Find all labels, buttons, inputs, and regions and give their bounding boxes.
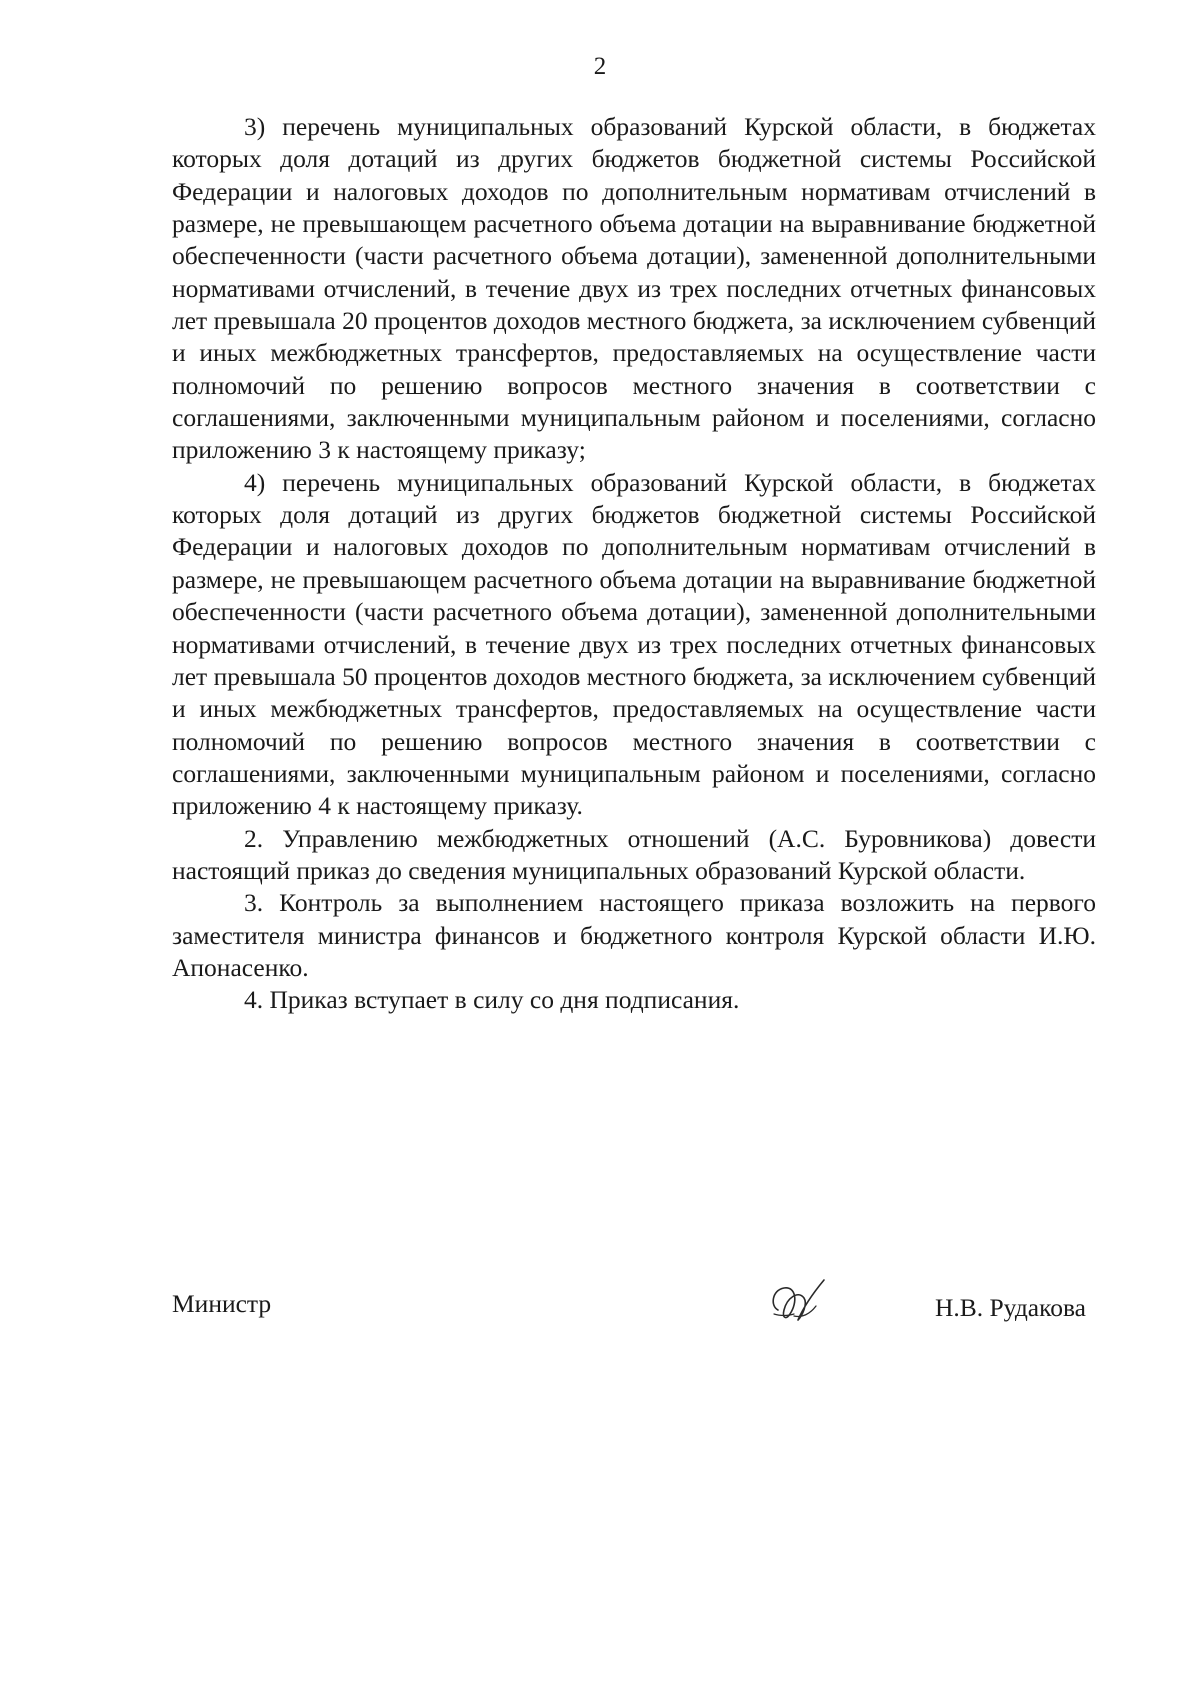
signatory-name: Н.В. Рудакова — [934, 1293, 1086, 1322]
paragraph-point-3: 3. Контроль за выполнением настоящего приказа возложить на первого заместителя министра финансов и бюджетного контроля Курской области И.Ю. Апонасенко. — [172, 888, 1096, 982]
document-body — [172, 111, 1096, 1017]
paragraph-item-3: 3) перечень муниципальных образований Курской области, в бюджетах которых доля дотаций из других бюджетов бюджетной системы Российской Федерации и налоговых доходов по дополнительным нормативам отчислений в размере, не превышающем расчетного объема дотации на выравнивание бюджетной обеспеченности (части расчетного объема дотации), замененной дополнительными нормативами отчислений, в течение двух из трех последних отчетных финансовых лет превышала 20 процентов доходов местного бюджета, за исключением субвенций и иных межбюджетных трансфертов, предоставляемых на осуществление части полномочий по решению вопросов местного значения в соответствии с соглашениями, заключенными муниципальным районом и поселениями, согласно приложению 3 к настоящему приказу; — [172, 112, 1096, 465]
signature-block — [172, 1282, 1096, 1342]
handwritten-signature — [764, 1276, 834, 1328]
page-number: 2 — [593, 53, 607, 80]
signatory-title: Министр — [172, 1289, 272, 1318]
paragraph-point-2: 2. Управлению межбюджетных отношений (А.С. Буровникова) довести настоящий приказ до сведения муниципальных образований Курской области. — [172, 823, 1096, 885]
paragraph-item-4: 4) перечень муниципальных образований Курской области, в бюджетах которых доля дотаций из других бюджетов бюджетной системы Российской Федерации и налоговых доходов по дополнительным нормативам отчислений в размере, не превышающем расчетного объема дотации на выравнивание бюджетной обеспеченности (части расчетного объема дотации), замененной дополнительными нормативами отчислений, в течение двух из трех последних отчетных финансовых лет превышала 50 процентов доходов местного бюджета, за исключением субвенций и иных межбюджетных трансфертов, предоставляемых на осуществление части полномочий по решению вопросов местного значения в соответствии с соглашениями, заключенными муниципальным районом и поселениями, согласно приложению 4 к настоящему приказу. — [172, 467, 1096, 821]
paragraph-point-4: 4. Приказ вступает в силу со дня подписания. — [244, 985, 740, 1015]
